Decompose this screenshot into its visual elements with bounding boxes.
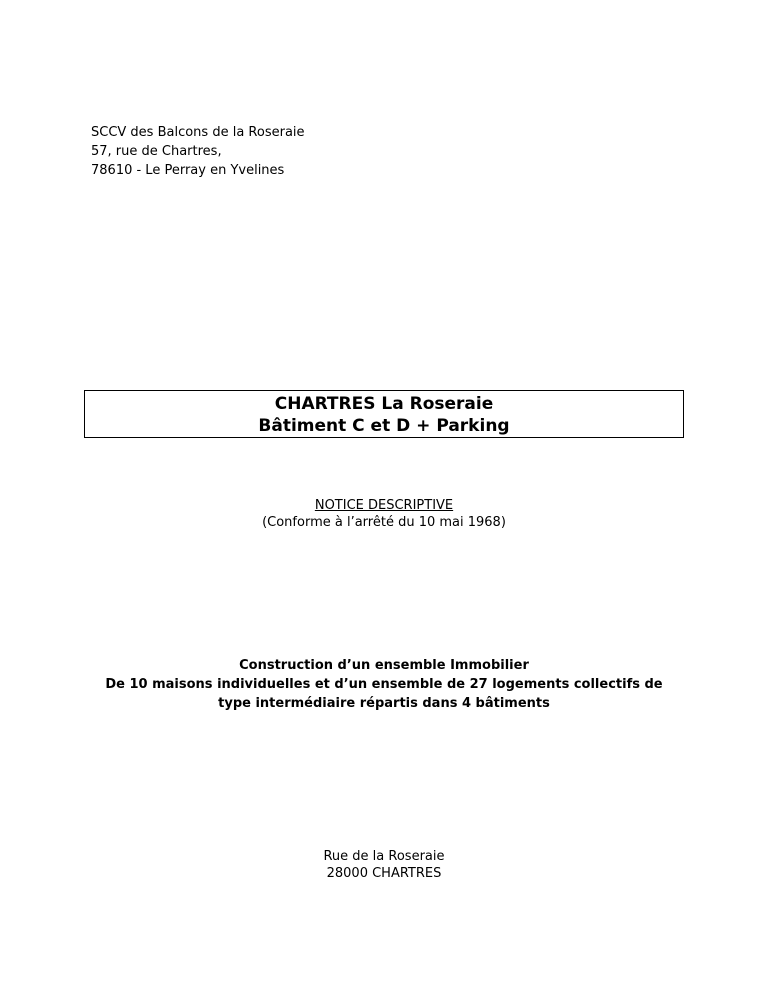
company-name: SCCV des Balcons de la Roseraie bbox=[91, 125, 305, 140]
company-street: 57, rue de Chartres, bbox=[91, 144, 222, 159]
notice-section bbox=[0, 497, 768, 531]
project-title-box bbox=[84, 390, 684, 438]
notice-heading: NOTICE DESCRIPTIVE bbox=[314, 498, 454, 513]
project-title: CHARTRES La Roseraie bbox=[274, 394, 494, 414]
project-location bbox=[0, 848, 768, 882]
construction-line-2: De 10 maisons individuelles et d’un ensemble de 27 logements collectifs de bbox=[105, 677, 663, 692]
location-street: Rue de la Roseraie bbox=[323, 849, 445, 864]
location-city: 28000 CHARTRES bbox=[326, 866, 442, 881]
company-address bbox=[91, 123, 305, 180]
construction-description bbox=[0, 656, 768, 713]
company-city: 78610 - Le Perray en Yvelines bbox=[91, 163, 285, 178]
construction-line-3: type intermédiaire répartis dans 4 bâtiments bbox=[218, 696, 550, 711]
construction-line-1: Construction d’un ensemble Immobilier bbox=[239, 658, 529, 673]
project-subtitle: Bâtiment C et D + Parking bbox=[258, 416, 510, 436]
notice-subheading: (Conforme à l’arrêté du 10 mai 1968) bbox=[262, 515, 506, 530]
